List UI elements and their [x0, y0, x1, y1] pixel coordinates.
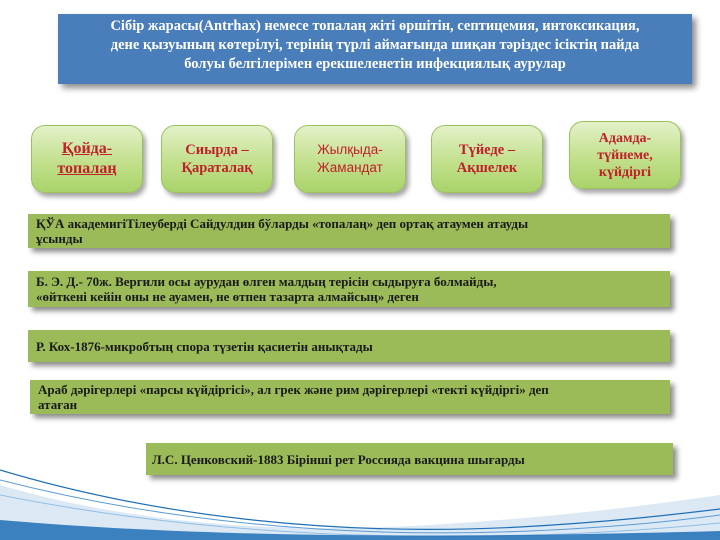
fact-1-line-2: ұсынды — [36, 231, 83, 246]
fact-4-line-2: атаған — [38, 397, 78, 412]
category-camel-line-1: Түйеде – — [458, 142, 516, 158]
fact-5-line-1: Л.С. Ценковский-1883 Бірінші рет Россияда вакцина шығарды — [152, 451, 525, 467]
category-horse-line-1: Жылқыда- — [317, 142, 383, 157]
category-cattle — [161, 125, 273, 193]
fact-bar-4 — [30, 380, 670, 414]
category-cattle-line-1: Сиырда – — [185, 142, 249, 158]
fact-1-line-1: ҚЎА академигіТілеуберді Сайдулдин бўларды «топалаң» деп ортақ атаумен атауды — [36, 216, 529, 231]
title-line-1: Сібір жарасы(Antrhax) немесе топалаң жіті өршітін, септицемия, интоксикация, — [110, 18, 640, 34]
wave-line-1 — [0, 470, 720, 529]
category-sheep-line-1: Қойда- — [61, 140, 113, 157]
fact-bar-5 — [146, 443, 673, 475]
fact-bar-2 — [28, 271, 670, 307]
title-banner — [58, 14, 692, 84]
category-sheep — [31, 125, 143, 193]
title-line-2: дене қызуының көтерілуі, терінің түрлі аймағында шиқан тәріздес ісіктің пайда — [110, 37, 640, 53]
category-horse-line-2: Жамандат — [317, 160, 383, 175]
wave-fill-light — [0, 485, 720, 540]
fact-bar-1 — [28, 214, 670, 248]
wave-line-2 — [0, 480, 720, 533]
category-sheep-line-2: топалаң — [57, 160, 117, 177]
title-line-3: болуы белгілерімен ерекшеленетін инфекциялық аурулар — [184, 56, 566, 72]
fact-4-line-1: Араб дәрігерлері «парсы күйдіргісі», ал грек және рим дәрігерлері «текті күйдіргі» деп — [38, 382, 549, 397]
category-cattle-line-2: Қараталақ — [181, 160, 253, 176]
fact-2-line-1: Б. Э. Д.- 70ж. Вергили осы аурудан өлген малдың терісін сыдыруға болмайды, — [36, 274, 497, 289]
category-human-line-3: күйдіргі — [598, 164, 652, 180]
wave-line-3 — [0, 495, 720, 536]
fact-2-line-2: «өйткені кейін оны не ауамен, не өтпен тазарта алмайсың» деген — [36, 289, 419, 304]
category-camel — [431, 125, 543, 193]
category-camel-line-2: Ақшелек — [456, 160, 518, 176]
category-horse — [294, 125, 406, 193]
fact-3-line-1: Р. Кох-1876-микробтың спора түзетін қасиетін анықтады — [36, 338, 373, 354]
fact-bar-3 — [28, 330, 670, 362]
category-human-line-2: түйнеме, — [597, 147, 653, 163]
category-human-line-1: Адамда- — [598, 130, 652, 146]
wave-fill-dark — [0, 520, 720, 540]
category-human — [569, 121, 681, 189]
